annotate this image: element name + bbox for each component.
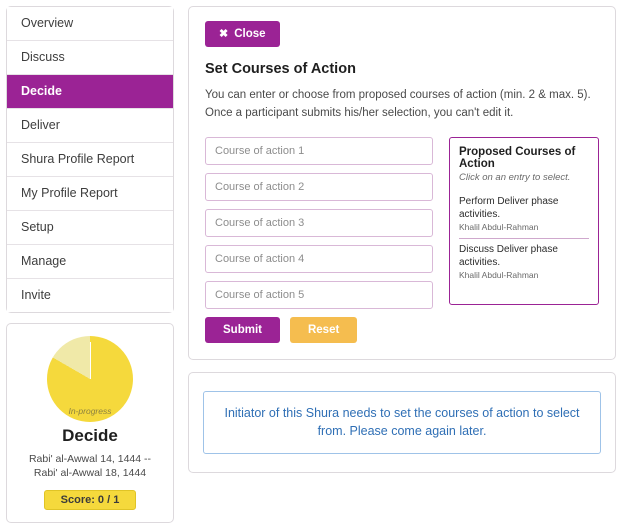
score-badge: Score: 0 / 1: [44, 490, 137, 510]
notice-message: Initiator of this Shura needs to set the courses of action to select from. Please come again later.: [203, 391, 601, 455]
reset-button[interactable]: Reset: [290, 317, 357, 343]
form-actions: [205, 317, 433, 343]
submit-button[interactable]: Submit: [205, 317, 280, 343]
sidebar-item-overview[interactable]: Overview: [7, 7, 173, 41]
sidebar-item-setup[interactable]: Setup: [7, 211, 173, 245]
course-of-action-5-input[interactable]: [205, 281, 433, 309]
course-inputs: [205, 137, 433, 343]
sidebar-item-decide[interactable]: Decide: [7, 75, 173, 109]
course-of-action-2-input[interactable]: [205, 173, 433, 201]
phase-dates: Rabi' al-Awwal 14, 1444 -- Rabi' al-Awwal 18, 1444: [28, 453, 152, 480]
phase-title: Decide: [62, 426, 118, 445]
close-button-label: Close: [234, 28, 266, 40]
proposed-courses-hint: Click on an entry to select.: [459, 171, 571, 183]
sidebar-item-my-profile-report[interactable]: My Profile Report: [7, 177, 173, 211]
courses-form-row: [205, 137, 599, 343]
sidebar: [6, 4, 174, 507]
course-of-action-1-input[interactable]: [205, 137, 433, 165]
proposed-courses-panel: [449, 137, 599, 305]
sidebar-item-discuss[interactable]: Discuss: [7, 41, 173, 75]
sidebar-item-shura-profile-report[interactable]: Shura Profile Report: [7, 143, 173, 177]
close-x-icon: ✖: [219, 27, 229, 40]
sidebar-item-invite[interactable]: Invite: [7, 279, 173, 312]
section-description: You can enter or choose from proposed courses of action (min. 2 & max. 5). Once a participant submits his/her selection, you can't edit it.: [205, 89, 591, 119]
list-item[interactable]: [459, 191, 589, 239]
list-item[interactable]: [459, 239, 589, 286]
page-title: Set Courses of Action: [205, 61, 356, 77]
course-of-action-3-input[interactable]: [205, 209, 433, 237]
proposed-entry-author: Khalil Abdul-Rahman: [459, 269, 539, 280]
progress-status-label: In-progress: [68, 406, 112, 416]
course-of-action-4-input[interactable]: [205, 245, 433, 273]
notice-panel: [188, 372, 616, 474]
proposed-entry-author: Khalil Abdul-Rahman: [459, 221, 539, 232]
close-button[interactable]: [205, 21, 280, 47]
pie-chart-icon: [47, 336, 133, 422]
sidebar-item-manage[interactable]: Manage: [7, 245, 173, 279]
sidebar-nav: [6, 6, 174, 313]
main-content: [188, 4, 616, 455]
proposed-entry-text: Discuss Deliver phase activities.: [459, 243, 558, 268]
proposed-courses-title: Proposed Courses of Action: [459, 145, 576, 170]
set-courses-panel: [188, 6, 616, 360]
phase-status-card: [6, 323, 174, 523]
progress-chart: [15, 336, 165, 422]
proposed-entry-text: Perform Deliver phase activities.: [459, 195, 559, 220]
sidebar-item-deliver[interactable]: Deliver: [7, 109, 173, 143]
